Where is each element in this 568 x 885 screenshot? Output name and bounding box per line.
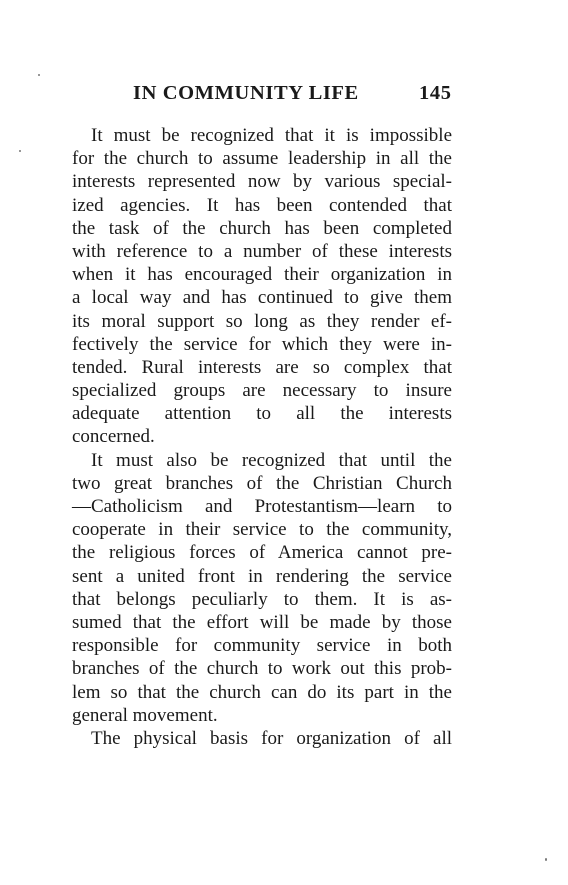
- text-line: with reference to a number of these interests: [72, 240, 452, 262]
- body-text: [72, 124, 452, 750]
- scan-speck: [38, 74, 40, 76]
- text-line: tended. Rural interests are so complex that: [72, 356, 452, 378]
- text-line: adequate attention to all the interests: [72, 403, 452, 425]
- running-title: IN COMMUNITY LIFE: [133, 82, 359, 104]
- text-line: sent a united front in rendering the service: [72, 565, 452, 587]
- text-line: a local way and has continued to give them: [72, 287, 452, 309]
- text-line: that belongs peculiarly to them. It is as-: [72, 588, 452, 610]
- text-line: cooperate in their service to the community,: [72, 519, 452, 541]
- text-line: —Catholicism and Protestantism—learn to: [72, 496, 452, 517]
- text-line: lem so that the church can do its part in the: [72, 681, 452, 703]
- text-line: fectively the service for which they were in-: [72, 333, 452, 355]
- text-line: when it has encouraged their organization in: [72, 264, 452, 286]
- text-line: responsible for community service in both: [72, 635, 452, 657]
- text-line: two great branches of the Christian Church: [72, 472, 452, 494]
- text-line: its moral support so long as they render ef-: [72, 310, 452, 332]
- text-line: specialized groups are necessary to insure: [72, 380, 452, 402]
- text-line: for the church to assume leadership in all the: [72, 148, 452, 170]
- scan-speck: [545, 858, 547, 861]
- page-number: 145: [419, 82, 452, 104]
- text-line: branches of the church to work out this prob-: [72, 658, 452, 680]
- text-line: It must be recognized that it is impossible: [91, 125, 452, 146]
- text-line: interests represented now by various special-: [72, 171, 452, 193]
- text-line: sumed that the effort will be made by those: [72, 611, 452, 633]
- scan-speck: [19, 150, 21, 152]
- text-line: the religious forces of America cannot pre-: [72, 542, 452, 564]
- text-line: general movement.: [72, 704, 218, 726]
- text-line: The physical basis for organization of all: [91, 727, 452, 749]
- running-header: [133, 82, 453, 110]
- text-line: the task of the church has been completed: [72, 217, 452, 239]
- text-line: ized agencies. It has been contended that: [72, 194, 452, 216]
- text-line: It must also be recognized that until the: [91, 449, 452, 471]
- text-line: concerned.: [72, 426, 155, 448]
